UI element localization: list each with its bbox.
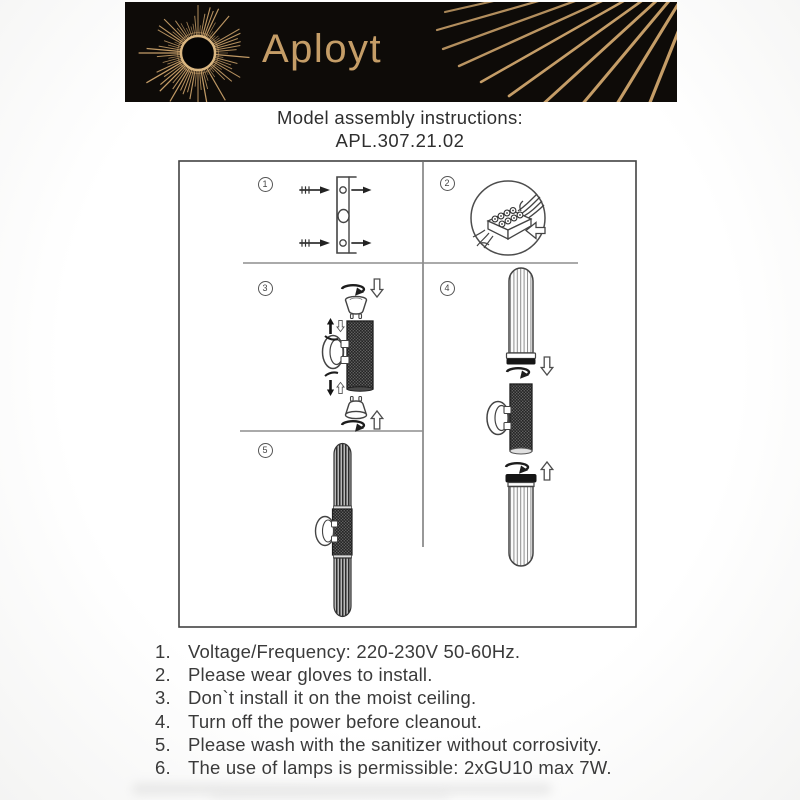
instruction-text: The use of lamps is permissible: 2xGU10 max 7W.	[188, 757, 612, 779]
instruction-item	[155, 640, 675, 663]
model-number: APL.307.21.02	[335, 130, 465, 151]
instruction-text: Turn off the power before cleanout.	[188, 710, 482, 732]
step1-mounting-bracket-diagram	[300, 177, 372, 253]
step4-diffuser-installation-diagram	[487, 268, 553, 566]
step5-assembled-lamp-diagram	[316, 444, 353, 617]
scan-artifact	[210, 793, 450, 800]
instruction-number: 2.	[155, 664, 171, 686]
step-number-3: 3	[258, 281, 273, 296]
instruction-list	[155, 640, 675, 779]
instruction-item	[155, 756, 675, 779]
instruction-item	[155, 733, 675, 756]
step3-bulb-installation-diagram	[323, 279, 383, 432]
instruction-number: 6.	[155, 757, 171, 779]
instruction-text: Voltage/Frequency: 220-230V 50-60Hz.	[188, 641, 521, 662]
instruction-number: 3.	[155, 687, 171, 709]
step2-wiring-terminal-diagram	[471, 181, 545, 255]
instruction-item	[155, 663, 675, 686]
instruction-number: 1.	[155, 641, 171, 662]
step-number-2: 2	[440, 176, 455, 191]
step-number-1: 1	[258, 177, 273, 192]
instruction-number: 4.	[155, 710, 171, 732]
step-number-4: 4	[440, 281, 455, 296]
page-title: Model assembly instructions:	[277, 107, 523, 128]
step-number-5: 5	[258, 443, 273, 458]
instruction-text: Please wear gloves to install.	[188, 664, 433, 686]
diagram-border	[179, 161, 636, 627]
instruction-text: Don`t install it on the moist ceiling.	[188, 687, 477, 709]
instruction-text: Please wash with the sanitizer without corrosivity.	[188, 733, 602, 755]
instruction-number: 5.	[155, 733, 171, 755]
instruction-item	[155, 686, 675, 709]
brand-name: Aployt	[262, 26, 383, 71]
instruction-item	[155, 710, 675, 733]
